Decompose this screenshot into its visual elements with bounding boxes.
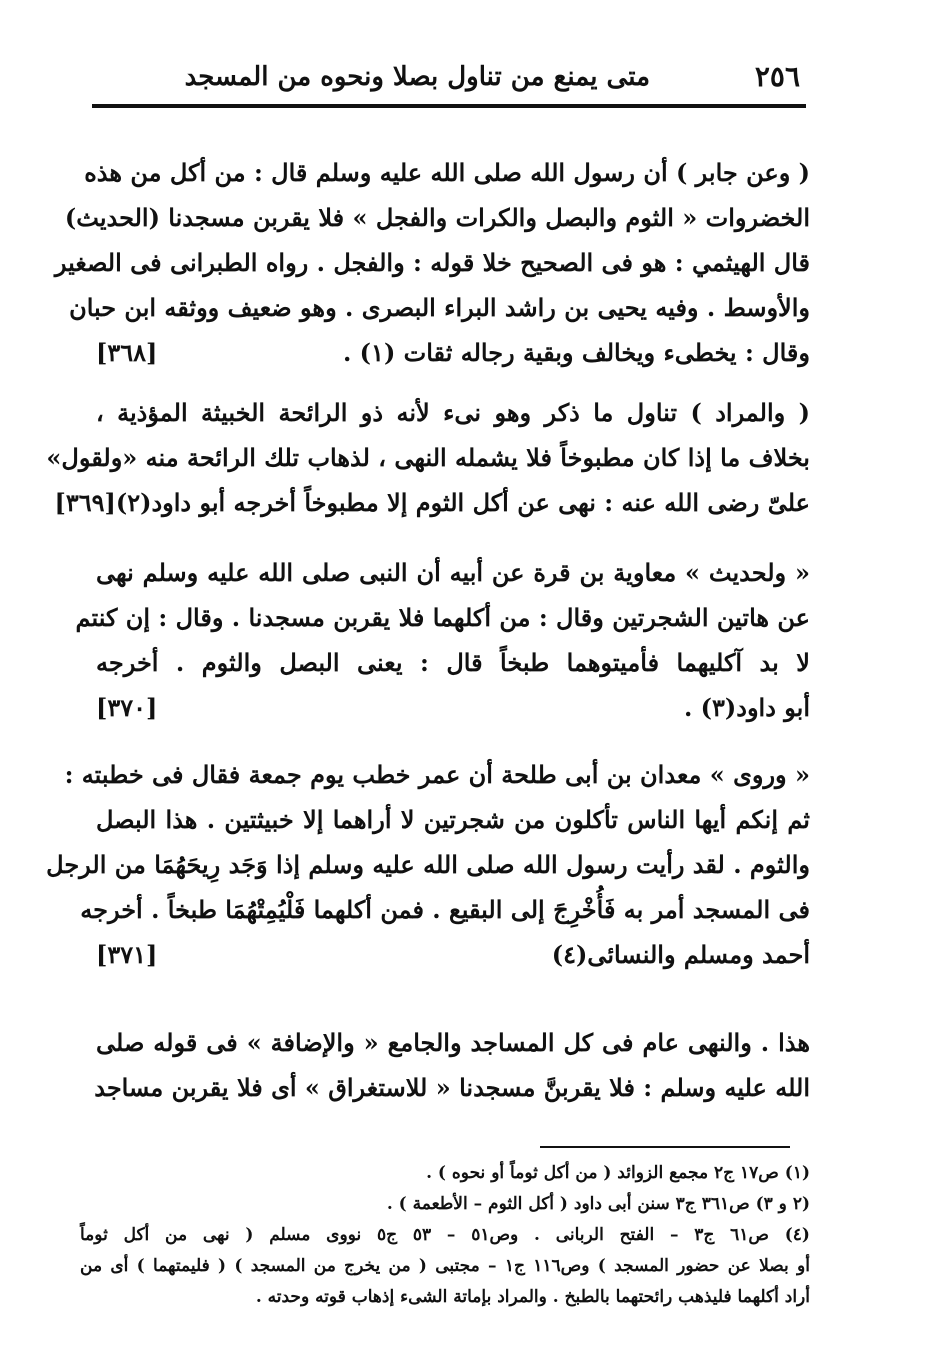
text-line: بخلاف ما إذا كان مطبوخاً فلا يشمله النهى ، لذهاب تلك الرائحة منه «ولقول» — [46, 443, 810, 472]
text-line: عن هاتين الشجرتين وقال : من أكلهما فلا يقربن مسجدنا . وقال : إن كنتم — [75, 603, 810, 632]
hadith-number: [٣٦٨] — [96, 338, 158, 367]
text-line: علىّ رضى الله عنه : نهى عن أكل الثوم إلا مطبوخاً أخرجه أبو داود(٢) — [115, 488, 810, 517]
paragraph-general-prohibition — [96, 1020, 810, 1110]
text-line-with-ref — [54, 480, 810, 525]
hadith-number: [٣٧٠] — [96, 693, 158, 722]
text-line: ثم إنكم أيها الناس تأكلون من شجرتين لا أراهما إلا خبيثتين . هذا البصل — [96, 805, 810, 834]
text-line: هذا . والنهى عام فى كل المساجد والجامع « والإضافة » فى قوله صلى — [96, 1028, 810, 1057]
text-line: والثوم . لقد رأيت رسول الله صلى الله عليه وسلم إذا وَجَد رِيحَهُمَا من الرجل — [46, 850, 810, 879]
footnote: (١) ص١٧ ج٢ مجمع الزوائد ( من أكل ثوماً أو نحوه ) . — [426, 1163, 810, 1183]
paragraph-meaning — [46, 390, 810, 525]
page-number: ٢٥٦ — [754, 60, 800, 93]
text-line: « ولحديث » معاوية بن قرة عن أبيه أن النبى صلى الله عليه وسلم نهى — [96, 558, 810, 587]
text-line: الله عليه وسلم : فلا يقربنَّ مسجدنا « للاستغراق » أى فلا يقربن مساجد — [94, 1073, 810, 1102]
text-line-with-ref — [96, 685, 810, 730]
text-line: قال الهيثمي : هو فى الصحيح خلا قوله : والفجل . رواه الطبرانى فى الصغير — [54, 248, 810, 277]
text-line: أبو داود(٣) . — [683, 693, 810, 722]
footnote: (٤) ص٦١ ج٣ – الفتح الربانى . وص٥١ – ٥٣ ج٥ نووى مسلم ( نهى من أكل ثوماً — [80, 1225, 810, 1245]
paragraph-jabir-hadith — [54, 150, 810, 375]
header-rule — [92, 104, 806, 108]
text-line: والأوسط . وفيه يحيى بن راشد البراء البصرى . وهو ضعيف ووثقه ابن حبان — [69, 293, 810, 322]
text-line: أحمد ومسلم والنسائى(٤) — [551, 940, 810, 969]
footnote-rule — [540, 1146, 790, 1148]
page-header — [100, 52, 800, 100]
footnote: (٢ و ٣) ص٣٦١ ج٣ سنن أبى داود ( أكل الثوم – الأطعمة ) . — [386, 1194, 810, 1214]
text-line: الخضروات « الثوم والبصل والكرات والفجل » فلا يقربن مسجدنا (الحديث) — [64, 203, 810, 232]
text-line: ( والمراد ) تناول ما ذكر وهو نىء لأنه ذو الرائحة الخبيثة المؤذية ، — [96, 398, 810, 427]
running-title: متى يمنع من تناول بصلا ونحوه من المسجد — [184, 62, 650, 92]
text-line: لا بد آكليهما فأميتوهما طبخاً قال : يعنى البصل والثوم . أخرجه — [96, 648, 810, 677]
footnotes — [80, 1158, 810, 1313]
text-line-with-ref — [96, 932, 810, 977]
text-line: فى المسجد أمر به فَأُخْرِجَ إلى البقيع . فمن أكلهما فَلْيُمِتْهُمَا طبخاً . أخرجه — [80, 895, 810, 924]
hadith-number: [٣٧١] — [96, 940, 158, 969]
paragraph-madan-hadith — [46, 752, 810, 977]
hadith-number: [٣٦٩] — [54, 488, 116, 517]
paragraph-muawiya-hadith — [75, 550, 810, 730]
text-line: « وروى » معدان بن أبى طلحة أن عمر خطب يوم جمعة فقال فى خطبته : — [64, 760, 810, 789]
footnote-continuation: أو بصلا عن حضور المسجد ) وص١١٦ ج١ – مجتبى ( من يخرج من المسجد ) ( فليمتهما ) أى من — [80, 1256, 810, 1276]
text-line-with-ref — [96, 330, 810, 375]
footnote-continuation: أراد أكلهما فليذهب رائحتهما بالطبخ . والمراد بإماتة الشىء إذهاب قوته وحدته . — [255, 1287, 810, 1307]
text-line: ( وعن جابر ) أن رسول الله صلى الله عليه وسلم قال : من أكل من هذه — [84, 158, 810, 187]
text-line: وقال : يخطىء ويخالف وبقية رجاله ثقات (١) . — [342, 338, 810, 367]
